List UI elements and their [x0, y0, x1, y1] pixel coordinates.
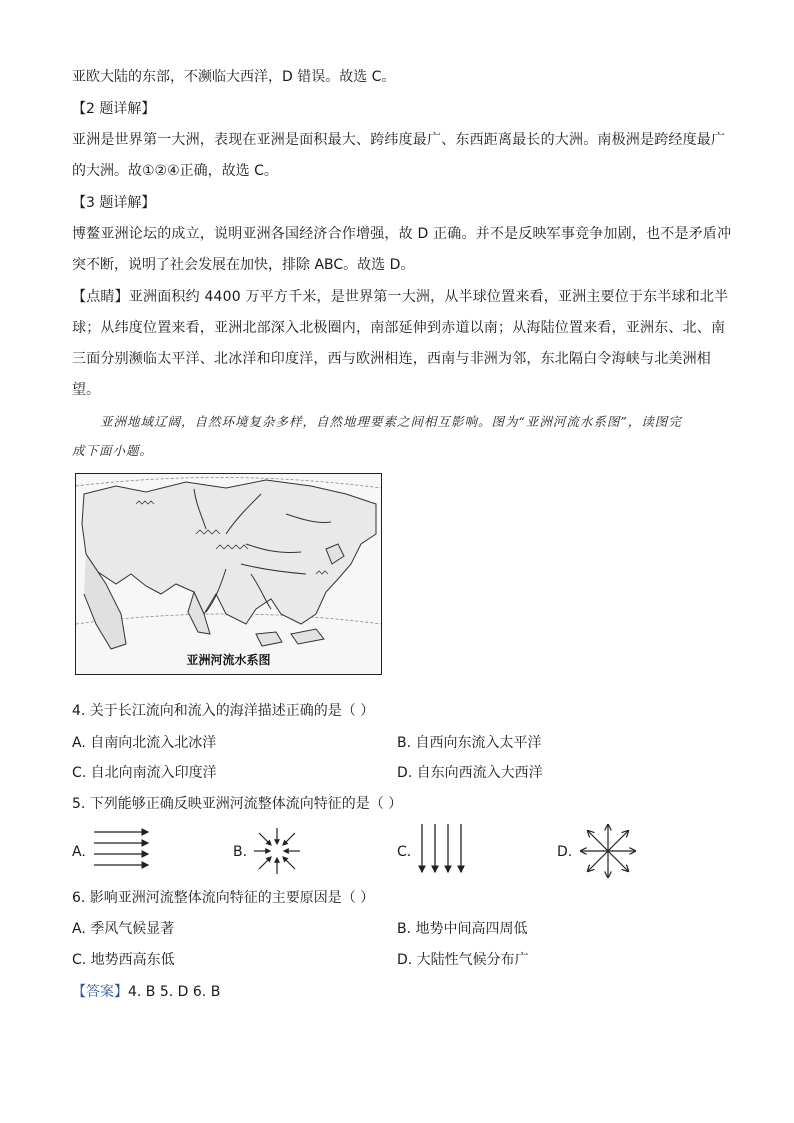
option-b[interactable]: B. 自西向东流入太平洋: [397, 735, 542, 751]
parallel-right-arrows-icon: [92, 826, 154, 874]
intro-text: 亚洲地域辽阔，自然环境复杂多样，自然地理要素之间相互影响。图为“亚洲河流水系图”，读图完: [100, 414, 682, 429]
text-line: 三面分别濒临太平洋、北冰洋和印度洋，西与欧洲相连，西南与非洲为邻，东北隔白令海峡与北美洲相: [72, 351, 711, 367]
text-line: 望。: [72, 382, 100, 398]
map-caption: 亚洲河流水系图: [186, 653, 271, 667]
text-line: 亚欧大陆的东部，不濒临大西洋，D 错误。故选 C。: [72, 69, 396, 85]
outward-radiating-arrows-icon: [578, 822, 638, 880]
map-drawing: [76, 474, 381, 674]
text-line: 球；从纬度位置来看，亚洲北部深入北极圈内，南部延伸到赤道以南；从海陆位置来看，亚洲东、北、南: [72, 320, 726, 336]
answer-tag: 【答案】: [72, 984, 128, 1000]
question-stem: 4. 关于长江流向和流入的海洋描述正确的是（ ）: [72, 703, 375, 719]
text-line: 的大洲。故①②④正确，故选 C。: [72, 163, 278, 179]
question-stem: 6. 影响亚洲河流整体流向特征的主要原因是（ ）: [72, 890, 375, 906]
text-line: 亚洲是世界第一大洲，表现在亚洲是面积最大、跨纬度最广、东西距离最长的大洲。南极洲是跨经度最广: [72, 132, 726, 148]
section-heading: 【2 题详解】: [72, 101, 156, 117]
option-b[interactable]: B.: [233, 844, 248, 860]
asia-river-map: [75, 473, 382, 675]
option-d[interactable]: D.: [557, 844, 573, 860]
option-a[interactable]: A.: [72, 844, 86, 860]
section-heading: 【3 题详解】: [72, 195, 156, 211]
option-d[interactable]: D. 大陆性气候分布广: [397, 952, 529, 968]
answer-text: 4. B 5. D 6. B: [128, 984, 221, 1000]
text-line: 【点睛】亚洲面积约 4400 万平方千米，是世界第一大洲，从半球位置来看，亚洲主要位于东半球和北半: [72, 289, 729, 305]
text-line: 突不断，说明了社会发展在加快，排除 ABC。故选 D。: [72, 257, 415, 273]
option-c[interactable]: C. 地势西高东低: [72, 952, 175, 968]
option-a[interactable]: A. 季风气候显著: [72, 921, 175, 937]
option-d[interactable]: D. 自东向西流入大西洋: [397, 765, 543, 781]
option-b[interactable]: B. 地势中间高四周低: [397, 921, 528, 937]
answer-line: [72, 982, 220, 1002]
text-line: 博鳌亚洲论坛的成立，说明亚洲各国经济合作增强，故 D 正确。并不是反映军事竞争加剧，也不是矛盾冲: [72, 226, 732, 242]
inward-converging-arrows-icon: [252, 826, 302, 876]
option-c[interactable]: C.: [397, 844, 412, 860]
intro-text: 成下面小题。: [72, 443, 154, 458]
question-stem: 5. 下列能够正确反映亚洲河流整体流向特征的是（ ）: [72, 796, 403, 812]
parallel-down-arrows-icon: [414, 822, 470, 878]
option-a[interactable]: A. 自南向北流入北冰洋: [72, 735, 217, 751]
option-c[interactable]: C. 自北向南流入印度洋: [72, 765, 217, 781]
